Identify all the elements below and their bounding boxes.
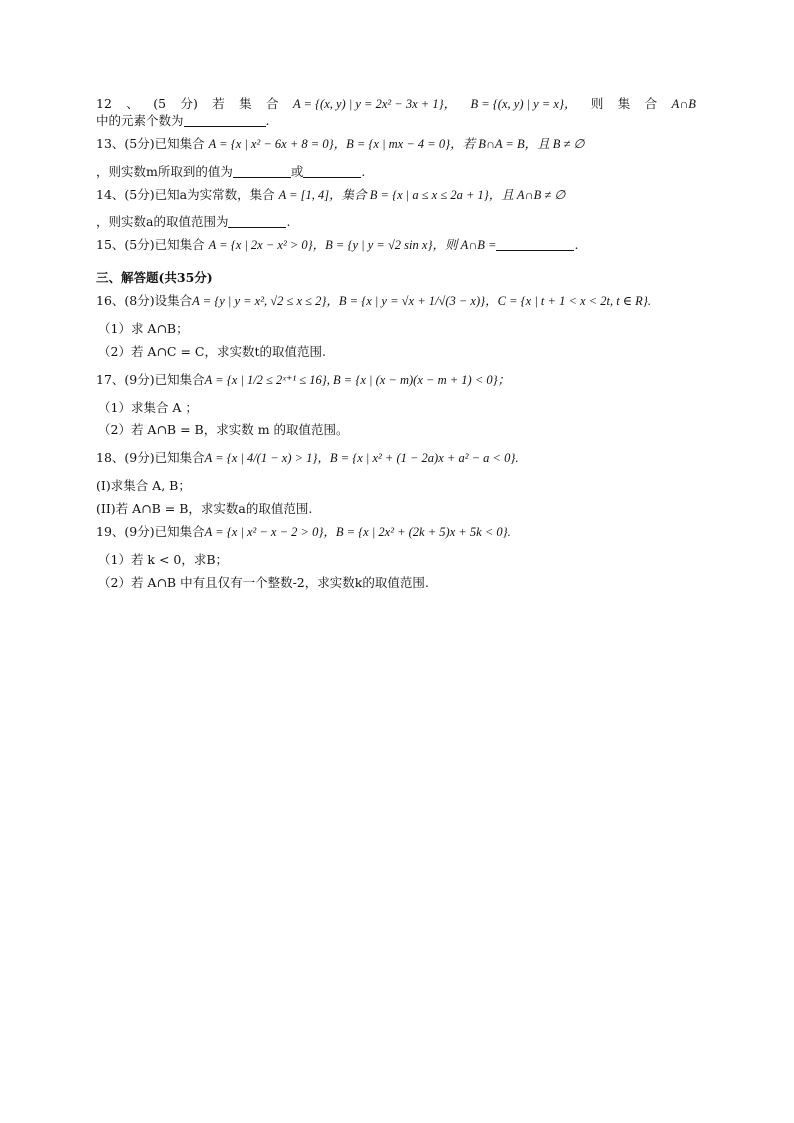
q17-set-a: A = {x | 1/2 ≤ 2ˣ⁺¹ ≤ 16} <box>204 372 327 387</box>
q19-line1: 19、(9分)已知集合A = {x | x² − x − 2 > 0}，B = {x | 2x² + (2k + 5)x + 5k < 0}. <box>96 523 511 539</box>
q16-set-b: ，B = {x | y = √x + 1/√(3 − x)} <box>326 294 486 308</box>
q19-set-b: ，B = {x | 2x² + (2k + 5)x + 5k < 0}. <box>323 524 511 539</box>
q12-line2: 中的元素个数为 . <box>96 112 270 128</box>
q19-part1: （1）若 k < 0，求B； <box>98 551 229 567</box>
section-title: 三、解答题(共35分) <box>96 270 213 286</box>
question-18 <box>96 450 696 518</box>
q16-part1: （1）求 A∩B； <box>98 320 189 336</box>
q12-number: 12 <box>96 96 112 111</box>
q16-set-a: A = {y | y = x², √2 ≤ x ≤ 2} <box>192 294 327 308</box>
question-16 <box>96 293 696 361</box>
q17-line1: 17、(9分)已知集合A = {x | 1/2 ≤ 2ˣ⁺¹ ≤ 16}, B = {x | (x − m)(x − m + 1) < 0}； <box>96 371 511 387</box>
q15-line1: 15、(5分)已知集合 A = {x | 2x − x² > 0}，B = {y | y = √2 sin x}，则 A∩B = . <box>96 237 579 253</box>
q18-set-a: A = {x | 4/(1 − x) > 1} <box>204 451 318 466</box>
q19-set-a: A = {x | x² − x − 2 > 0} <box>204 524 324 539</box>
q14-line2: ，则实数a的取值范围为 . <box>96 214 291 230</box>
q17-part1: （1）求集合 A ； <box>98 399 198 415</box>
q14-set-b: ，集合 B = {x | a ≤ x ≤ 2a + 1} <box>329 187 489 202</box>
q19-part2: （2）若 A∩B 中有且仅有一个整数-2，求实数k的取值范围. <box>98 574 429 590</box>
q18-part2: (II)若 A∩B = B，求实数a的取值范围. <box>96 501 313 516</box>
q12-set-a: A = {(x, y) | y = 2x² − 3x + 1}， <box>292 97 457 111</box>
q15-condition: ，则 A∩B = <box>432 238 497 253</box>
q15-set-b: ，B = {y | y = √2 sin x} <box>312 238 433 253</box>
q13-set-a: A = {x | x² − 6x + 8 = 0} <box>208 136 334 151</box>
q15-set-a: A = {x | 2x − x² > 0} <box>208 238 313 253</box>
answer-blank[interactable] <box>228 215 286 228</box>
q13-condition: ，若 B∩A = B，且 B ≠ ∅ <box>450 136 585 151</box>
q18-set-b: ，B = {x | x² + (1 − 2a)x + a² − a < 0}. <box>317 451 519 466</box>
q14-condition: ，且 A∩B ≠ ∅ <box>488 187 566 202</box>
q17-set-b: , B = {x | (x − m)(x − m + 1) < 0}； <box>326 372 511 387</box>
q16-part2: （2）若 A∩C = C，求实数t的取值范围. <box>98 343 326 359</box>
answer-blank[interactable] <box>184 114 266 127</box>
q18-line1: 18、(9分)已知集合A = {x | 4/(1 − x) > 1}，B = {x | x² + (1 − 2a)x + a² − a < 0}. <box>96 450 519 466</box>
q13-set-b: ，B = {x | mx − 4 = 0} <box>333 136 451 151</box>
q18-part1: (I)求集合 A, B； <box>96 478 191 494</box>
q16-set-c: ，C = {x | t + 1 < x < 2t, t ∈ R}. <box>485 294 651 308</box>
q13-line1: 13、(5分)已知集合 A = {x | x² − 6x + 8 = 0}，B = {x | mx − 4 = 0}，若 B∩A = B，且 B ≠ ∅ <box>96 135 585 151</box>
question-19 <box>96 524 696 592</box>
q17-part2: （2）若 A∩B = B，求实数 m 的取值范围。 <box>98 422 349 438</box>
answer-blank[interactable] <box>303 165 361 178</box>
q14-line1: 14、(5分)已知a为实常数，集合 A = [1, 4]，集合 B = {x | a ≤ x ≤ 2a + 1}，且 A∩B ≠ ∅ <box>96 186 566 202</box>
answer-blank[interactable] <box>496 238 574 251</box>
answer-blank[interactable] <box>233 165 291 178</box>
q12-line1: 12 、 (5 分) 若 集 合 A = {(x, y) | y = 2x² − 3x + 1}， B = {(x, y) | y = x}， 则 集 合 A∩B <box>96 96 696 111</box>
q16-line1: 16、(8分)设集合A = {y | y = x², √2 ≤ x ≤ 2}，B = {x | y = √x + 1/√(3 − x)}，C = {x | t + 1 < x < 2t, t ∈ R}. <box>96 293 651 308</box>
question-15 <box>96 237 696 254</box>
q12-set-b: B = {(x, y) | y = x}， <box>470 97 577 111</box>
question-13 <box>96 136 696 181</box>
question-12 <box>96 96 696 130</box>
q14-set-a: A = [1, 4] <box>278 187 330 202</box>
q13-line2: ，则实数m所取到的值为 或 . <box>96 163 366 179</box>
question-14 <box>96 187 696 232</box>
question-17 <box>96 372 696 440</box>
